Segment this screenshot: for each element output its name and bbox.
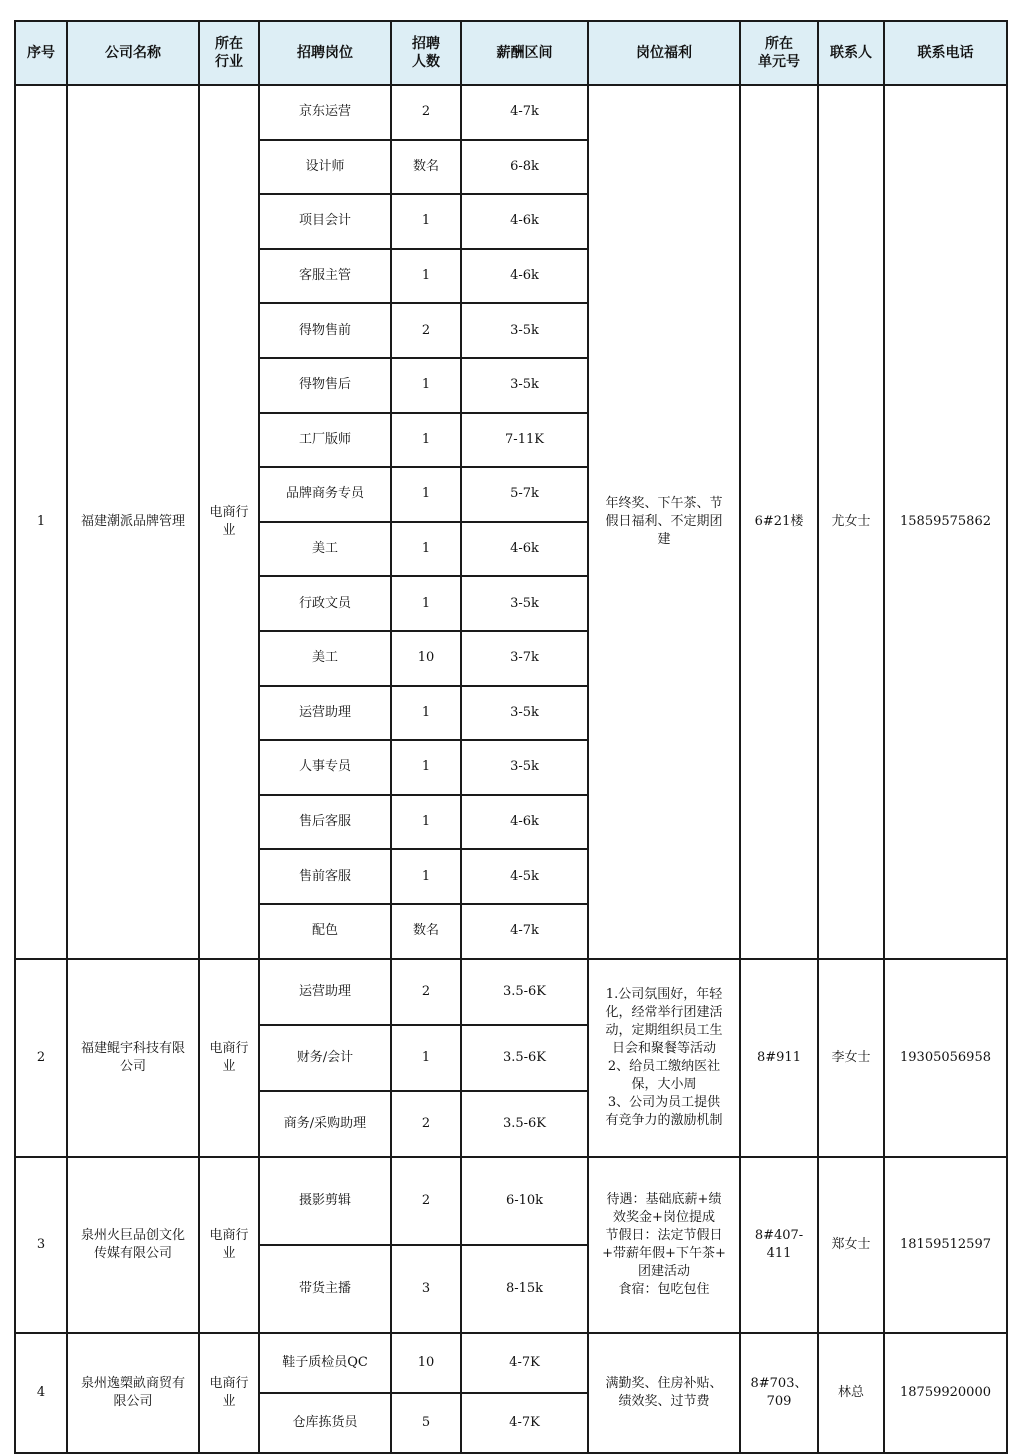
welfare-cell: 年终奖、下午茶、节 假日福利、不定期团 建 <box>588 85 740 959</box>
salary-cell: 3.5-6K <box>461 1025 588 1091</box>
position-cell: 售前客服 <box>259 849 391 904</box>
position-cell: 项目会计 <box>259 194 391 249</box>
salary-cell: 3-5k <box>461 740 588 795</box>
job-listing-sheet <box>14 20 1006 1454</box>
company-name-cell: 福建鲲宇科技有限 公司 <box>67 959 199 1157</box>
industry-cell: 电商行 业 <box>199 1333 259 1453</box>
phone-cell: 18159512597 <box>884 1157 1007 1333</box>
header-welfare: 岗位福利 <box>588 21 740 85</box>
company-name-cell: 泉州逸槊畝商贸有 限公司 <box>67 1333 199 1453</box>
count-cell: 1 <box>391 849 461 904</box>
salary-cell: 6-10k <box>461 1157 588 1245</box>
contact-cell: 郑女士 <box>818 1157 884 1333</box>
position-cell: 工厂版师 <box>259 413 391 468</box>
unit-cell: 8#911 <box>740 959 818 1157</box>
position-cell: 售后客服 <box>259 795 391 850</box>
header-position: 招聘岗位 <box>259 21 391 85</box>
unit-cell: 8#703、 709 <box>740 1333 818 1453</box>
count-cell: 1 <box>391 358 461 413</box>
phone-cell: 18759920000 <box>884 1333 1007 1453</box>
salary-cell: 7-11K <box>461 413 588 468</box>
contact-cell: 林总 <box>818 1333 884 1453</box>
salary-cell: 4-5k <box>461 849 588 904</box>
count-cell: 数名 <box>391 140 461 195</box>
position-cell: 商务/采购助理 <box>259 1091 391 1157</box>
count-cell: 2 <box>391 1091 461 1157</box>
count-cell: 3 <box>391 1245 461 1333</box>
position-cell: 仓库拣货员 <box>259 1393 391 1453</box>
table-row <box>15 1157 1007 1245</box>
count-cell: 1 <box>391 413 461 468</box>
contact-cell: 李女士 <box>818 959 884 1157</box>
welfare-cell: 待遇：基础底薪+绩 效奖金+岗位提成 节假日：法定节假日 +带薪年假+下午茶+ 团建活动 食宿：包吃包住 <box>588 1157 740 1333</box>
salary-cell: 3.5-6K <box>461 959 588 1025</box>
position-cell: 得物售后 <box>259 358 391 413</box>
position-cell: 客服主管 <box>259 249 391 304</box>
table-row <box>15 959 1007 1025</box>
header-industry: 所在 行业 <box>199 21 259 85</box>
seq-cell: 3 <box>15 1157 67 1333</box>
count-cell: 1 <box>391 795 461 850</box>
position-cell: 鞋子质检员QC <box>259 1333 391 1393</box>
position-cell: 运营助理 <box>259 686 391 741</box>
count-cell: 1 <box>391 740 461 795</box>
header-count: 招聘 人数 <box>391 21 461 85</box>
salary-cell: 3-5k <box>461 303 588 358</box>
count-cell: 2 <box>391 85 461 140</box>
salary-cell: 3-5k <box>461 686 588 741</box>
seq-cell: 4 <box>15 1333 67 1453</box>
industry-cell: 电商行 业 <box>199 959 259 1157</box>
header-company: 公司名称 <box>67 21 199 85</box>
position-cell: 运营助理 <box>259 959 391 1025</box>
count-cell: 10 <box>391 631 461 686</box>
position-cell: 美工 <box>259 522 391 577</box>
position-cell: 人事专员 <box>259 740 391 795</box>
salary-cell: 8-15k <box>461 1245 588 1333</box>
seq-cell: 1 <box>15 85 67 959</box>
industry-cell: 电商行 业 <box>199 85 259 959</box>
position-cell: 财务/会计 <box>259 1025 391 1091</box>
welfare-cell: 满勤奖、住房补贴、 绩效奖、过节费 <box>588 1333 740 1453</box>
header-row <box>15 21 1007 85</box>
salary-cell: 3.5-6K <box>461 1091 588 1157</box>
salary-cell: 4-7K <box>461 1393 588 1453</box>
position-cell: 得物售前 <box>259 303 391 358</box>
count-cell: 1 <box>391 467 461 522</box>
position-cell: 京东运营 <box>259 85 391 140</box>
position-cell: 摄影剪辑 <box>259 1157 391 1245</box>
phone-cell: 19305056958 <box>884 959 1007 1157</box>
count-cell: 2 <box>391 959 461 1025</box>
position-cell: 配色 <box>259 904 391 959</box>
seq-cell: 2 <box>15 959 67 1157</box>
count-cell: 1 <box>391 1025 461 1091</box>
salary-cell: 6-8k <box>461 140 588 195</box>
header-contact: 联系人 <box>818 21 884 85</box>
count-cell: 5 <box>391 1393 461 1453</box>
table-row <box>15 1333 1007 1393</box>
header-seq: 序号 <box>15 21 67 85</box>
salary-cell: 3-5k <box>461 358 588 413</box>
position-cell: 行政文员 <box>259 576 391 631</box>
count-cell: 数名 <box>391 904 461 959</box>
count-cell: 10 <box>391 1333 461 1393</box>
position-cell: 美工 <box>259 631 391 686</box>
salary-cell: 3-7k <box>461 631 588 686</box>
table-row <box>15 85 1007 140</box>
salary-cell: 5-7k <box>461 467 588 522</box>
position-cell: 品牌商务专员 <box>259 467 391 522</box>
position-cell: 带货主播 <box>259 1245 391 1333</box>
salary-cell: 4-6k <box>461 194 588 249</box>
count-cell: 1 <box>391 686 461 741</box>
welfare-cell: 1.公司氛围好，年轻 化，经常举行团建活 动，定期组织员工生 日会和聚餐等活动 2、给员工缴纳医社 保，大小周 3、公司为员工提供 有竞争力的激励机制 <box>588 959 740 1157</box>
count-cell: 2 <box>391 1157 461 1245</box>
header-salary: 薪酬区间 <box>461 21 588 85</box>
salary-cell: 4-7k <box>461 85 588 140</box>
salary-cell: 4-7k <box>461 904 588 959</box>
unit-cell: 8#407-411 <box>740 1157 818 1333</box>
count-cell: 2 <box>391 303 461 358</box>
count-cell: 1 <box>391 522 461 577</box>
salary-cell: 4-7K <box>461 1333 588 1393</box>
header-unit: 所在 单元号 <box>740 21 818 85</box>
company-name-cell: 福建潮派品牌管理 <box>67 85 199 959</box>
position-cell: 设计师 <box>259 140 391 195</box>
header-phone: 联系电话 <box>884 21 1007 85</box>
salary-cell: 3-5k <box>461 576 588 631</box>
table-body <box>15 85 1007 1453</box>
phone-cell: 15859575862 <box>884 85 1007 959</box>
company-name-cell: 泉州火巨品创文化 传媒有限公司 <box>67 1157 199 1333</box>
contact-cell: 尤女士 <box>818 85 884 959</box>
salary-cell: 4-6k <box>461 249 588 304</box>
count-cell: 1 <box>391 194 461 249</box>
industry-cell: 电商行 业 <box>199 1157 259 1333</box>
job-table <box>14 20 1008 1454</box>
salary-cell: 4-6k <box>461 522 588 577</box>
count-cell: 1 <box>391 249 461 304</box>
unit-cell: 6#21楼 <box>740 85 818 959</box>
count-cell: 1 <box>391 576 461 631</box>
salary-cell: 4-6k <box>461 795 588 850</box>
